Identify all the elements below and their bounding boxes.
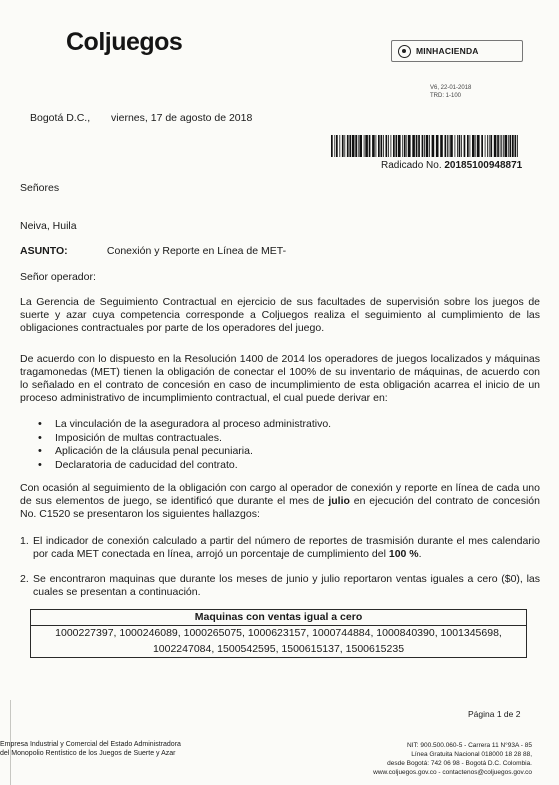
finding-1-percent: 100 %: [388, 548, 419, 560]
recipient-city: Neiva, Huila: [20, 220, 77, 232]
subject-label: ASUNTO:: [20, 245, 68, 257]
finding-2-text: Se encontraron maquinas que durante los meses de junio y julio reportaron ventas iguales a cero ($0), las cuales se presentan a continuación.: [33, 573, 540, 598]
date-line: [30, 112, 252, 125]
date-city: Bogotá D.C.,: [30, 112, 91, 124]
footer-company-line: Empresa Industrial y Comercial del Estado Administradora: [0, 741, 181, 748]
findings-text-a: Con ocasión al seguimiento de la obligación con cargo al operador de conexión y reporte en línea de cada uno de sus elementos de juego, se identificó que durante el mes de: [20, 482, 540, 507]
list-item: • Imposición de multas contractuales.: [38, 432, 331, 446]
table-row: 1000227397, 1000246089, 1000265075, 1000623157, 1000744884, 1000840390, 1001345698,: [55, 627, 502, 639]
radicado-number: [381, 160, 522, 171]
table-row: 1002247084, 1500542595, 1500615137, 1500615235: [152, 642, 405, 655]
finding-1-end: .: [418, 548, 422, 560]
footer-line: Línea Gratuita Nacional 018000 18 28 88,: [411, 751, 532, 758]
footer-company-line: del Monopolio Rentístico de los Juegos de Suerte y Azar: [0, 750, 176, 757]
paragraph-findings: [20, 482, 540, 521]
finding-1: [20, 535, 540, 561]
footer-web: www.coljuegos.gov.co - contactenos@coljuegos.gov.co: [373, 769, 532, 776]
minhacienda-logo: [391, 40, 523, 62]
finding-1-number: 1.: [20, 535, 29, 547]
paragraph-intro: La Gerencia de Seguimiento Contractual en ejercicio de sus facultades de supervisión sobre los juegos de suerte y azar cuya competencia corresponde a Coljuegos realiza el seguimiento al cumplimiento de las obligaciones contractuales por parte de los operadores del juego.: [20, 296, 540, 334]
subject-line: [20, 245, 286, 258]
coljuegos-logo: [66, 28, 182, 57]
logo-text: Coljuegos: [66, 28, 183, 56]
footer-phone: desde Bogotá: 742 06 98 - Bogotá D.C. Colombia.: [387, 760, 532, 767]
subject-text: Conexión y Reporte en Línea de MET-: [106, 245, 287, 257]
paragraph-resolution: De acuerdo con lo dispuesto en la Resolución 1400 de 2014 los operadores de juegos localizados y máquinas tragamonedas (MET) tienen la obligación de conectar el 100% de su inventario de máquinas, de acuerdo con lo señalado en el contrato de concesión en caso de incumplimiento de esta obligación acarrea el inicio de un proceso administrativo de incumplimiento contractual, el cual puede derivar en:: [20, 353, 540, 404]
machines-table: [30, 609, 527, 658]
footer-nit: NIT: 900.500.060-5 - Carrera 11 N°93A - 85: [407, 742, 532, 749]
list-item: • La vinculación de la aseguradora al proceso administrativo.: [38, 418, 331, 432]
finding-2: [20, 573, 540, 599]
findings-month: julio: [328, 495, 350, 507]
consequences-list: [38, 418, 331, 472]
list-item: • Declaratoria de caducidad del contrato.: [38, 459, 331, 473]
salutation: Señor operador:: [20, 271, 96, 283]
date-value: viernes, 17 de agosto de 2018: [111, 112, 253, 124]
footer-company: [0, 740, 181, 758]
document-version: [430, 84, 471, 100]
seal-icon: [398, 45, 411, 58]
findings-text-b: en ejecución del contrato de concesión No. C1520 se presentaron los siguientes hallazgos:: [20, 495, 540, 520]
footer-contact: [340, 741, 532, 777]
page-number: Página 1 de 2: [468, 709, 521, 719]
finding-2-number: 2.: [20, 573, 29, 585]
trd-line: TRD: 1-100: [430, 93, 462, 99]
ministry-name: MINHACIENDA: [416, 46, 479, 56]
table-header: Maquinas con ventas igual a cero: [31, 610, 526, 626]
finding-1-text: El indicador de conexión calculado a partir del número de reportes de trasmisión durante el mes calendario por cada MET conectada en línea, arrojó un porcentaje de cumplimiento del: [33, 535, 540, 560]
version-line: V6, 22-01-2018: [430, 85, 472, 91]
list-item: • Aplicación de la cláusula penal pecuniaria.: [38, 445, 331, 459]
radicado-label: Radicado No.: [381, 160, 442, 171]
radicado-value: 20185100948871: [444, 160, 523, 171]
barcode-icon: [331, 135, 521, 157]
recipient-greeting: Señores: [20, 182, 60, 194]
